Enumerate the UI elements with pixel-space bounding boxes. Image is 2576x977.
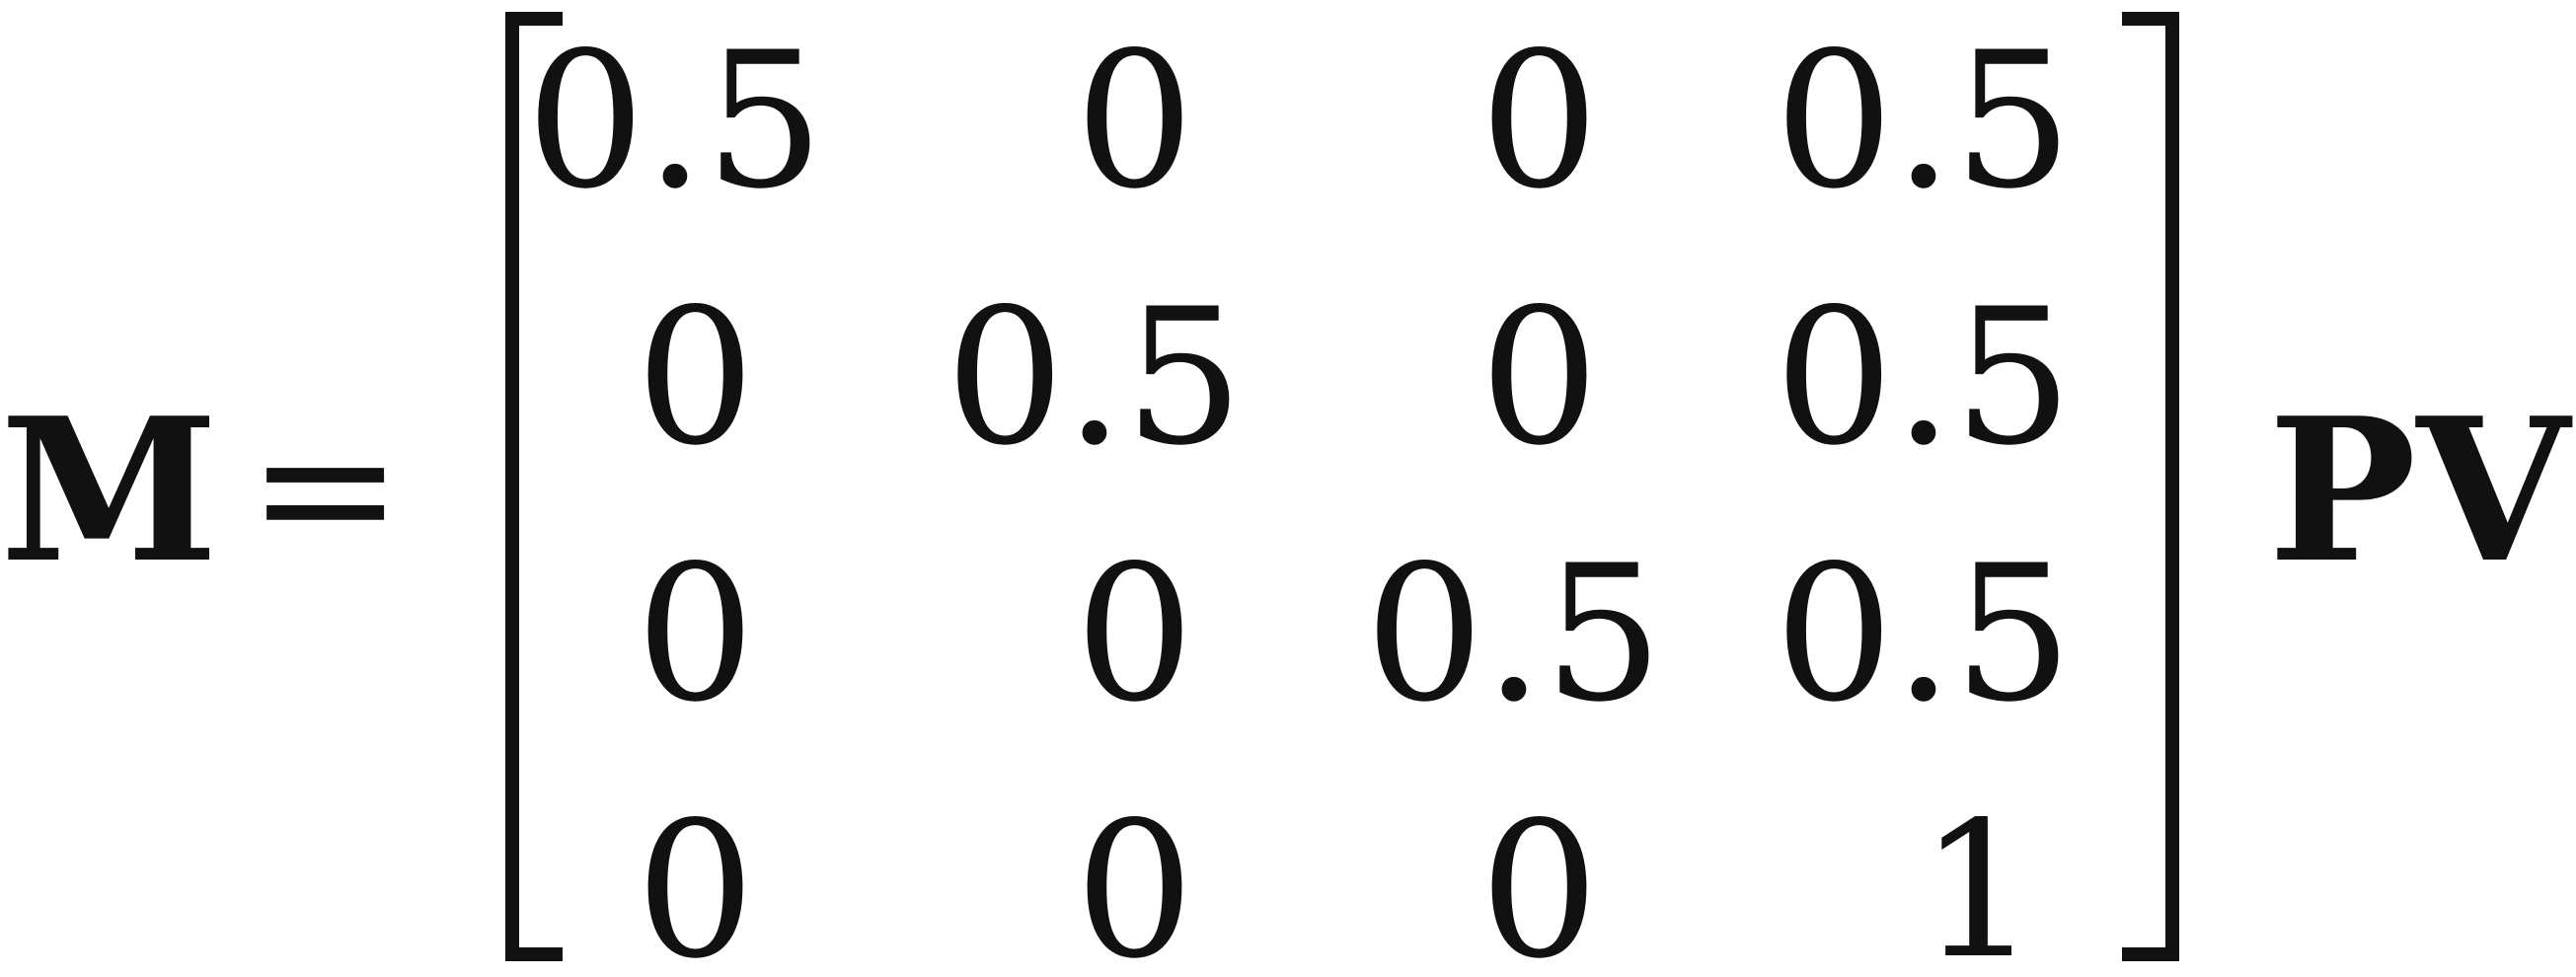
matrix-cell: 0	[1479, 782, 1599, 977]
matrix-cell: 0.5	[1774, 12, 2073, 230]
matrix-cell: 0.5	[1774, 525, 2073, 743]
matrix-cell: 0	[1479, 12, 1599, 230]
matrix-cell: 0	[636, 525, 755, 743]
matrix-cell: 0	[1075, 525, 1194, 743]
matrix-cell: 0	[1075, 12, 1194, 230]
matrix-cell: 0.5	[525, 12, 824, 230]
rhs-product: PV	[2268, 375, 2570, 607]
matrix-cell: 0.5	[945, 268, 1244, 487]
right-bracket	[2122, 12, 2179, 961]
matrix-cell: 0	[636, 268, 755, 487]
matrix-cell: 0	[1479, 268, 1599, 487]
matrix-cell: 0	[636, 782, 755, 977]
lhs-symbol: M	[0, 375, 219, 607]
equals-sign: =	[247, 379, 405, 597]
matrix-cell: 0	[1075, 782, 1194, 977]
matrix-cell: 1	[1919, 782, 2038, 977]
matrix-cell: 0.5	[1774, 268, 2073, 487]
matrix-cell: 0.5	[1364, 525, 1663, 743]
